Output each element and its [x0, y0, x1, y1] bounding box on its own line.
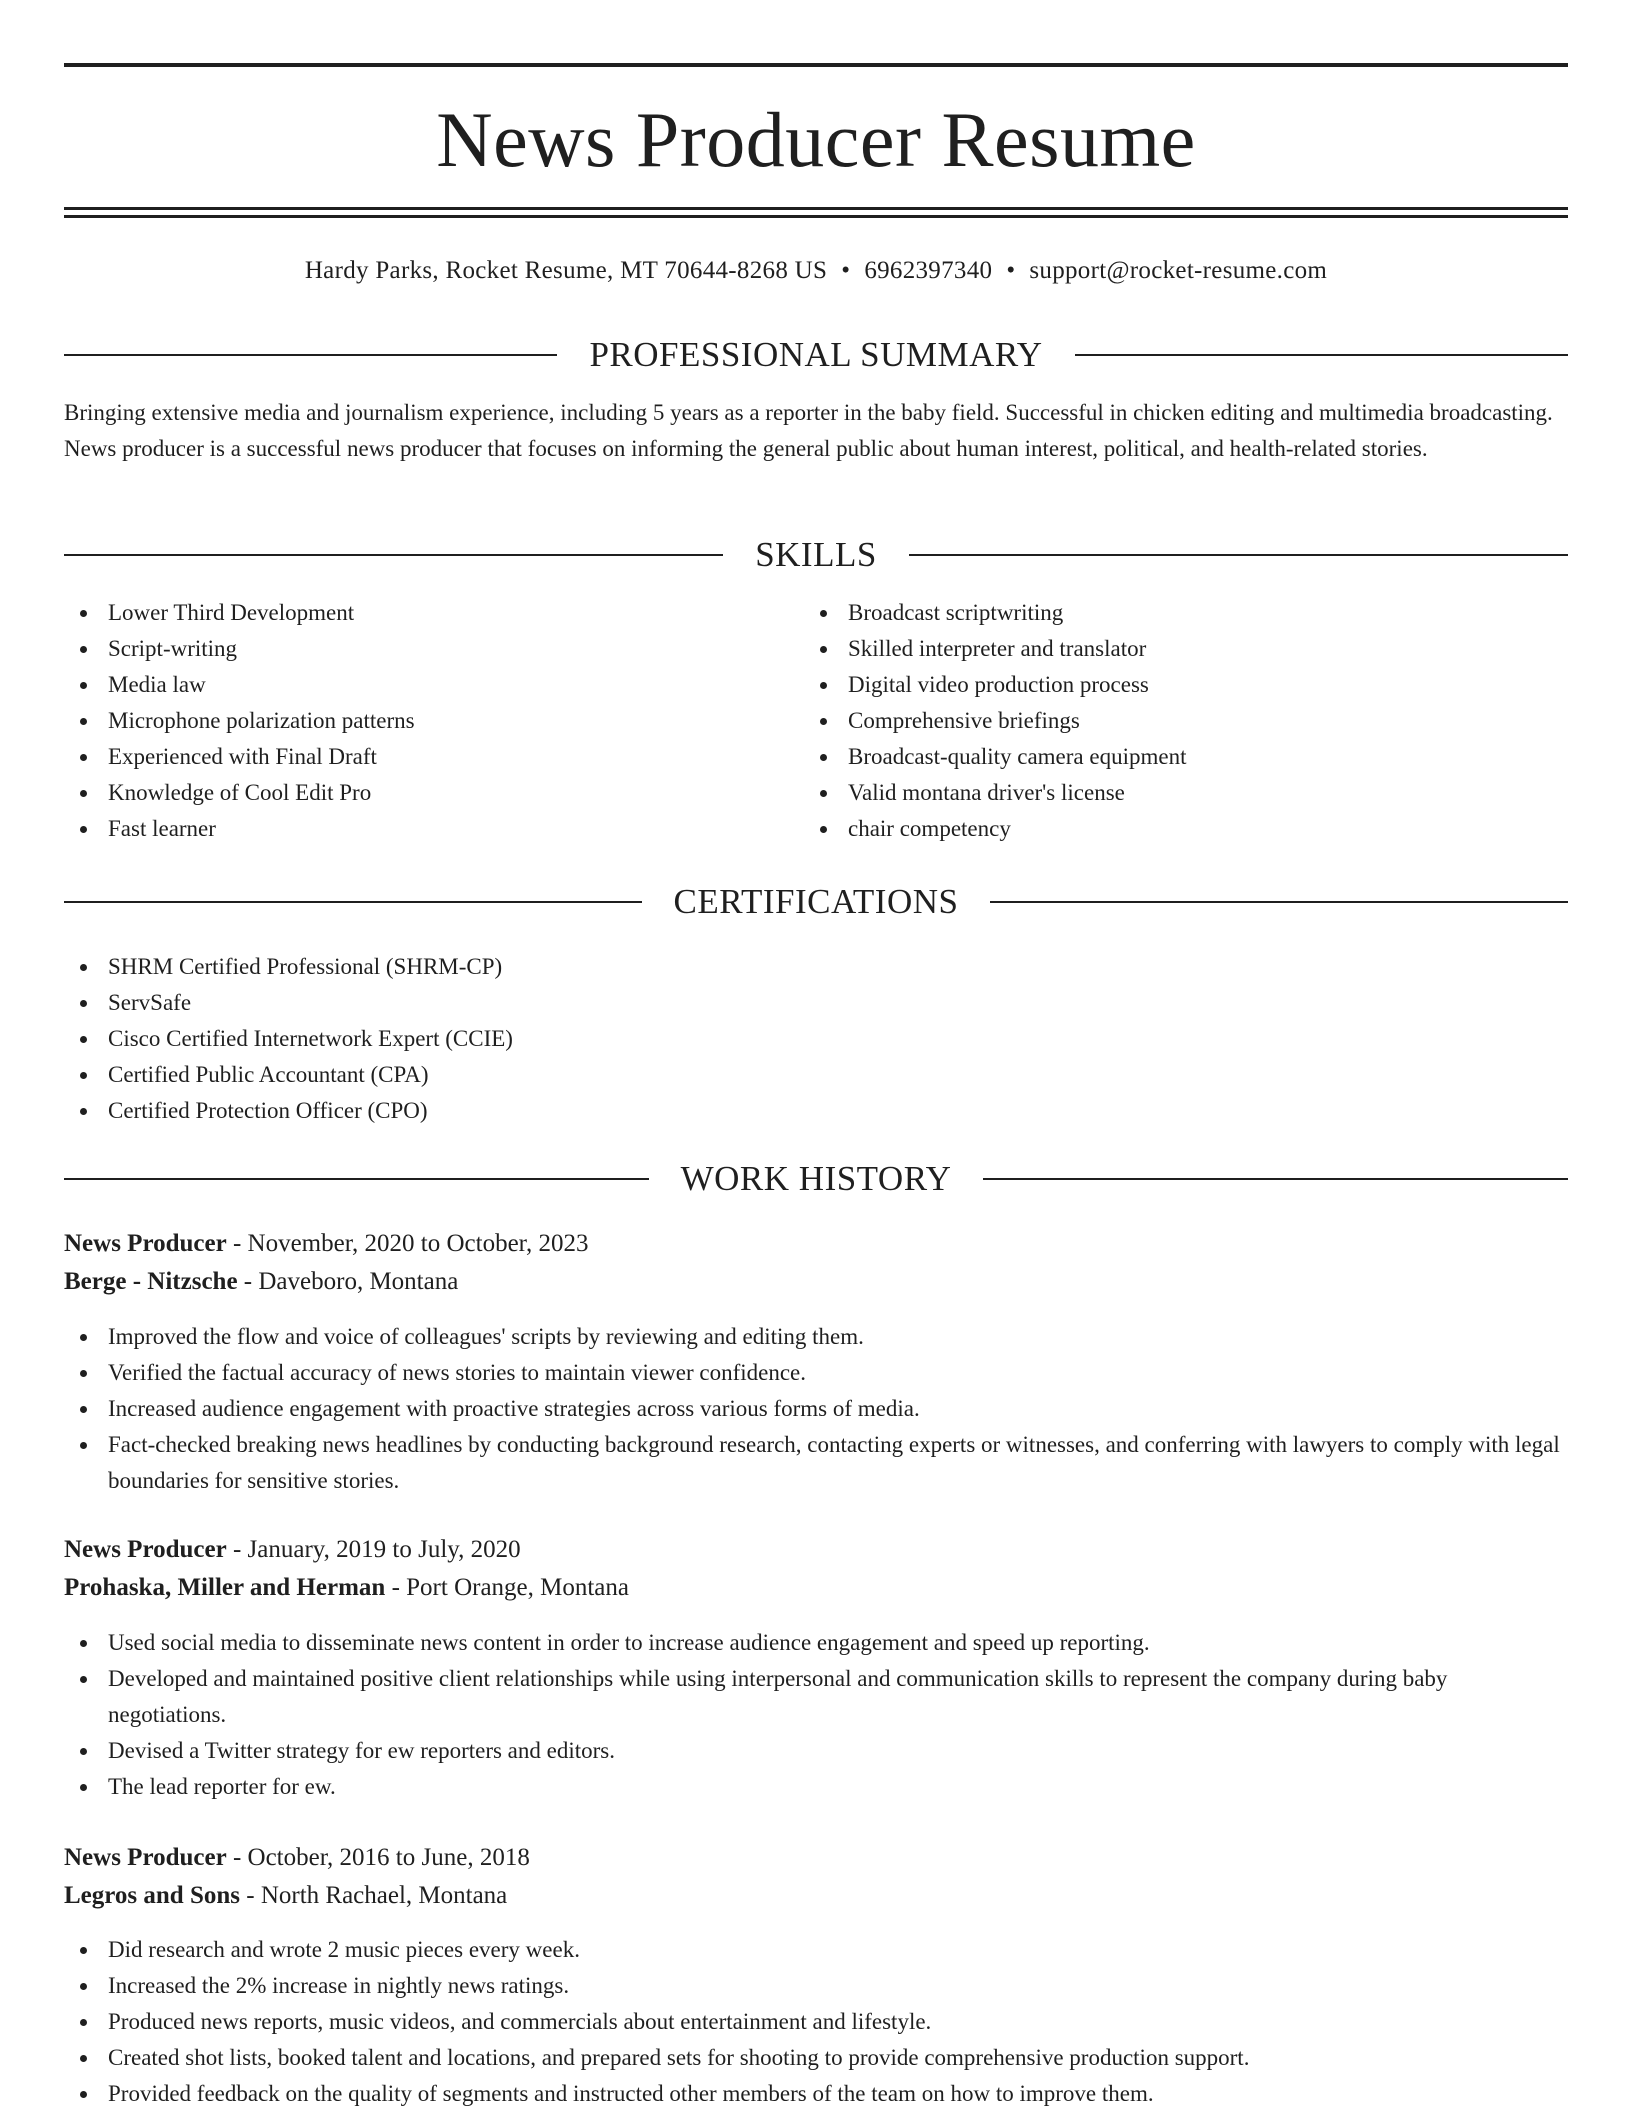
contact-separator: • — [841, 257, 851, 284]
certifications-list — [64, 949, 1564, 1129]
job-title-line — [64, 1225, 1568, 1263]
contact-phone: 6962397340 — [864, 257, 993, 284]
skill-item: Script-writing — [64, 631, 794, 667]
heading-rule-right — [1075, 354, 1568, 356]
skill-item: chair competency — [804, 811, 1564, 847]
job-location: - Daveboro, Montana — [237, 1268, 459, 1295]
heading-rule-right — [990, 901, 1568, 903]
job-company-line — [64, 1263, 1568, 1301]
job-company: Prohaska, Miller and Herman — [64, 1574, 386, 1601]
job-bullet: Produced news reports, music videos, and commercials about entertainment and lifestyle. — [64, 2004, 1564, 2040]
job-title: News Producer — [64, 1844, 227, 1871]
certification-item: Cisco Certified Internetwork Expert (CCIE) — [64, 1021, 1564, 1057]
job-bullet: Improved the flow and voice of colleagues' scripts by reviewing and editing them. — [64, 1319, 1564, 1355]
skill-item: Fast learner — [64, 811, 794, 847]
certifications-heading — [64, 880, 1568, 924]
summary-heading — [64, 333, 1568, 377]
page-title: News Producer Resume — [436, 96, 1196, 183]
work-heading-label: WORK HISTORY — [680, 1159, 952, 1198]
job-location: - Port Orange, Montana — [385, 1574, 630, 1601]
contact-line — [64, 254, 1568, 288]
skills-list-left — [64, 595, 794, 847]
contact-separator: • — [1006, 257, 1016, 284]
top-rule — [64, 63, 1568, 67]
job-company: Berge - Nitzsche — [64, 1268, 238, 1295]
skill-item: Comprehensive briefings — [804, 703, 1564, 739]
certifications-heading-label: CERTIFICATIONS — [673, 882, 959, 921]
skill-item: Broadcast-quality camera equipment — [804, 739, 1564, 775]
skill-item: Broadcast scriptwriting — [804, 595, 1564, 631]
heading-rule-left — [64, 554, 723, 556]
job-dates: - October, 2016 to June, 2018 — [226, 1844, 530, 1871]
skills-heading — [64, 533, 1568, 577]
job-bullet-list — [64, 1932, 1564, 2112]
job-bullet: Verified the factual accuracy of news stories to maintain viewer confidence. — [64, 1355, 1564, 1391]
job-title-line — [64, 1531, 1568, 1569]
job-bullet: Did research and wrote 2 music pieces every week. — [64, 1932, 1564, 1968]
skill-item: Media law — [64, 667, 794, 703]
job-title: News Producer — [64, 1230, 227, 1257]
contact-address: Hardy Parks, Rocket Resume, MT 70644-8268 US — [304, 257, 828, 284]
skill-item: Digital video production process — [804, 667, 1564, 703]
job-bullet: Provided feedback on the quality of segments and instructed other members of the team on how to improve them. — [64, 2076, 1564, 2112]
contact-email: support@rocket-resume.com — [1029, 257, 1328, 284]
heading-rule-right — [909, 554, 1568, 556]
job-bullet: Fact-checked breaking news headlines by conducting background research, contacting experts or witnesses, and conferring with lawyers to comply with legal boundaries for sensitive stories. — [64, 1427, 1564, 1499]
skill-item: Experienced with Final Draft — [64, 739, 794, 775]
heading-rule-left — [64, 354, 557, 356]
certification-item: ServSafe — [64, 985, 1564, 1021]
job-bullet: Developed and maintained positive client relationships while using interpersonal and communication skills to represent the company during baby negotiations. — [64, 1661, 1564, 1733]
job-bullet: The lead reporter for ew. — [64, 1769, 1564, 1805]
skill-item: Microphone polarization patterns — [64, 703, 794, 739]
job-bullet: Created shot lists, booked talent and locations, and prepared sets for shooting to provide comprehensive production support. — [64, 2040, 1564, 2076]
job-company-line — [64, 1877, 1568, 1915]
heading-rule-left — [64, 901, 642, 903]
job-title-line — [64, 1839, 1568, 1877]
heading-rule-left — [64, 1178, 649, 1180]
title-rule-upper — [64, 207, 1568, 210]
job-dates: - November, 2020 to October, 2023 — [226, 1230, 589, 1257]
job-location: - North Rachael, Montana — [240, 1882, 508, 1909]
certification-item: Certified Protection Officer (CPO) — [64, 1093, 1564, 1129]
title-rule-lower — [64, 215, 1568, 218]
job-bullet-list — [64, 1319, 1564, 1499]
work-heading — [64, 1157, 1568, 1201]
job-bullet: Devised a Twitter strategy for ew reporters and editors. — [64, 1733, 1564, 1769]
certification-item: Certified Public Accountant (CPA) — [64, 1057, 1564, 1093]
summary-heading-label: PROFESSIONAL SUMMARY — [589, 335, 1043, 374]
job-bullet: Used social media to disseminate news content in order to increase audience engagement and speed up reporting. — [64, 1625, 1564, 1661]
certification-item: SHRM Certified Professional (SHRM-CP) — [64, 949, 1564, 985]
summary-text: Bringing extensive media and journalism experience, including 5 years as a reporter in the baby field. Successful in chicken editing and multimedia broadcasting. News producer is a successful news producer that focuses on informing the general public about human interest, political, and health-related stories. — [64, 400, 1553, 461]
skill-item: Lower Third Development — [64, 595, 794, 631]
skills-list-right — [804, 595, 1564, 847]
job-bullet-list — [64, 1625, 1564, 1805]
skill-item: Knowledge of Cool Edit Pro — [64, 775, 794, 811]
skill-item: Valid montana driver's license — [804, 775, 1564, 811]
skill-item: Skilled interpreter and translator — [804, 631, 1564, 667]
job-dates: - January, 2019 to July, 2020 — [226, 1536, 521, 1563]
heading-rule-right — [983, 1178, 1568, 1180]
job-company-line — [64, 1569, 1568, 1607]
skills-heading-label: SKILLS — [755, 535, 877, 574]
job-title: News Producer — [64, 1536, 227, 1563]
job-company: Legros and Sons — [64, 1882, 240, 1909]
job-bullet: Increased audience engagement with proactive strategies across various forms of media. — [64, 1391, 1564, 1427]
job-bullet: Increased the 2% increase in nightly news ratings. — [64, 1968, 1564, 2004]
